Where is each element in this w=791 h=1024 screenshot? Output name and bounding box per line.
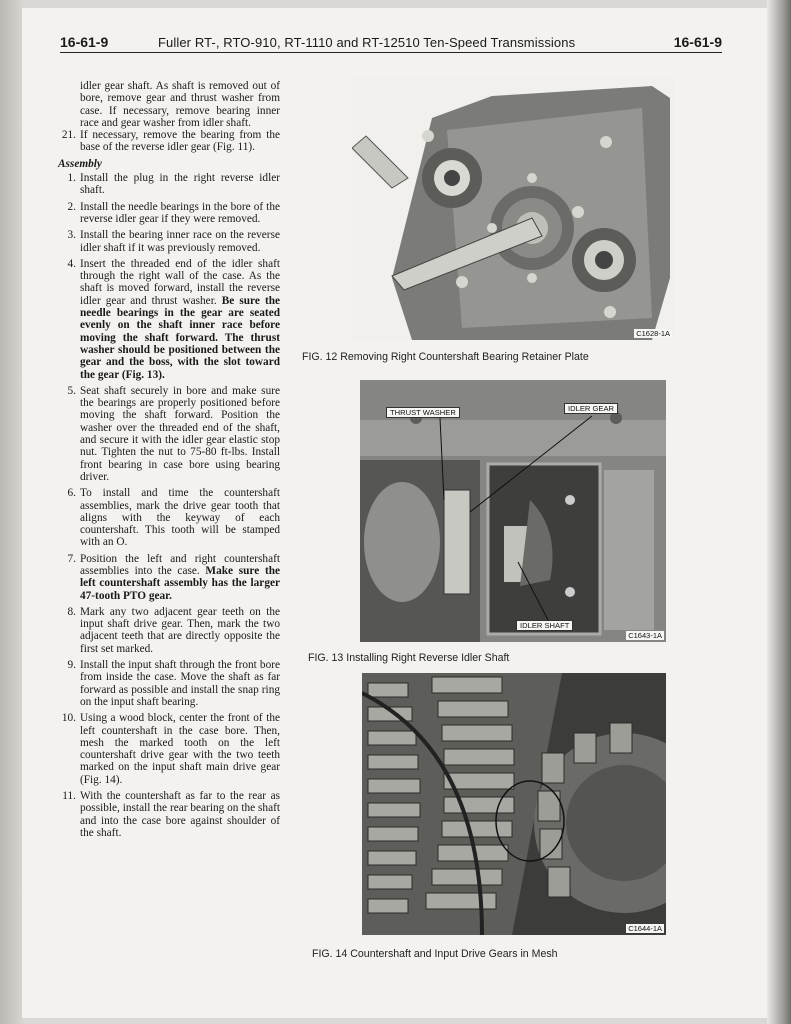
idler-shaft-illustration <box>360 380 666 642</box>
figure-14-photo <box>362 673 666 935</box>
page-number-right: 16-61-9 <box>673 34 722 50</box>
page-edge-shadow <box>767 0 791 1024</box>
idler-gear-label: IDLER GEAR <box>564 403 618 414</box>
running-title: Fuller RT-, RTO-910, RT-1110 and RT-12510 Ten-Speed Transmissions <box>158 35 576 50</box>
step-7: 7. Position the left and right countershaft assemblies into the case. Make sure the left countershaft assembly has the larger 47-tooth PTO gear. <box>67 552 281 602</box>
page-header <box>60 26 722 53</box>
figure-12-caption: FIG. 12 Removing Right Countershaft Bearing Retainer Plate <box>302 351 589 363</box>
figure-13-code: C1643-1A <box>628 631 662 640</box>
figure-12-code: C1628-1A <box>636 329 670 338</box>
gears-in-mesh-illustration <box>362 673 666 935</box>
step-3: 3. Install the bearing inner race on the reverse idler shaft if it was previously removed. <box>67 229 280 254</box>
idler-shaft-label: IDLER SHAFT <box>516 620 573 631</box>
step-11: 11. With the countershaft as far to the rear as possible, install the rear bearing on the shaft and into the case bore against shoulder of the shaft. <box>62 790 280 839</box>
continued-paragraph: idler gear shaft. As shaft is removed out of bore, remove gear and thrust washer from case. If necessary, remove bearing inner race and gear washer from idler shaft. <box>80 80 280 129</box>
figure-12-photo <box>352 78 674 340</box>
step-6: 6. To install and time the countershaft assemblies, mark the drive gear tooth that aligns with the keyway of each countershaft. This tooth will be stamped with an O. <box>67 487 280 549</box>
figure-14-code: C1644-1A <box>628 924 662 933</box>
text-column <box>58 80 280 843</box>
step-4: 4. Insert the threaded end of the idler shaft through the right wall of the case. As the shaft is moved forward, install the reverse idler gear and thrust washer. Be sure the needle bearings in the gear are seated evenly on the shaft inner race before moving the shaft forward. The thrust washer should be positioned between the gear and the boss, with the slot toward the gear (Fig. 13). <box>67 257 281 381</box>
transmission-case-illustration <box>352 78 674 340</box>
figure-13-photo <box>360 380 666 642</box>
step-8: 8. Mark any two adjacent gear teeth on the input shaft drive gear. Then, mark the two adjacent teeth that are directly opposite the first set marked. <box>67 605 280 655</box>
step-1: 1. Install the plug in the right reverse idler shaft. <box>67 172 280 197</box>
step-5: 5. Seat shaft securely in bore and make sure the bearings are properly positioned before moving the shaft forward. Position the washer over the threaded end of the shaft, and secure it with the idler gear elastic stop nut. Tighten the nut to 75-80 ft-lbs. Install front bearing in case bore using bearing driver. <box>67 384 280 483</box>
step-2: 2. Install the needle bearings in the bore of the reverse idler gear if they were removed. <box>67 200 280 225</box>
section-heading: Assembly <box>58 157 102 170</box>
step-21: 21. If necessary, remove the bearing from the base of the reverse idler gear (Fig. 11). <box>61 129 280 154</box>
step-9: 9. Install the input shaft through the front bore from inside the case. Move the shaft as far forward as possible and install the snap ring on the input shaft bearing. <box>67 659 280 708</box>
page-number-left: 16-61-9 <box>60 34 109 50</box>
binding-spine <box>0 0 22 1024</box>
figure-13-caption: FIG. 13 Installing Right Reverse Idler Shaft <box>308 652 510 664</box>
figure-14-caption: FIG. 14 Countershaft and Input Drive Gears in Mesh <box>312 948 558 960</box>
step-10: 10. Using a wood block, center the front of the left countershaft in the case bore. Then, mesh the marked tooth on the left countershaft drive gear with the two teeth marked on the input shaft main drive gear (Fig. 14). <box>61 712 280 786</box>
thrust-washer-label: THRUST WASHER <box>386 407 460 418</box>
